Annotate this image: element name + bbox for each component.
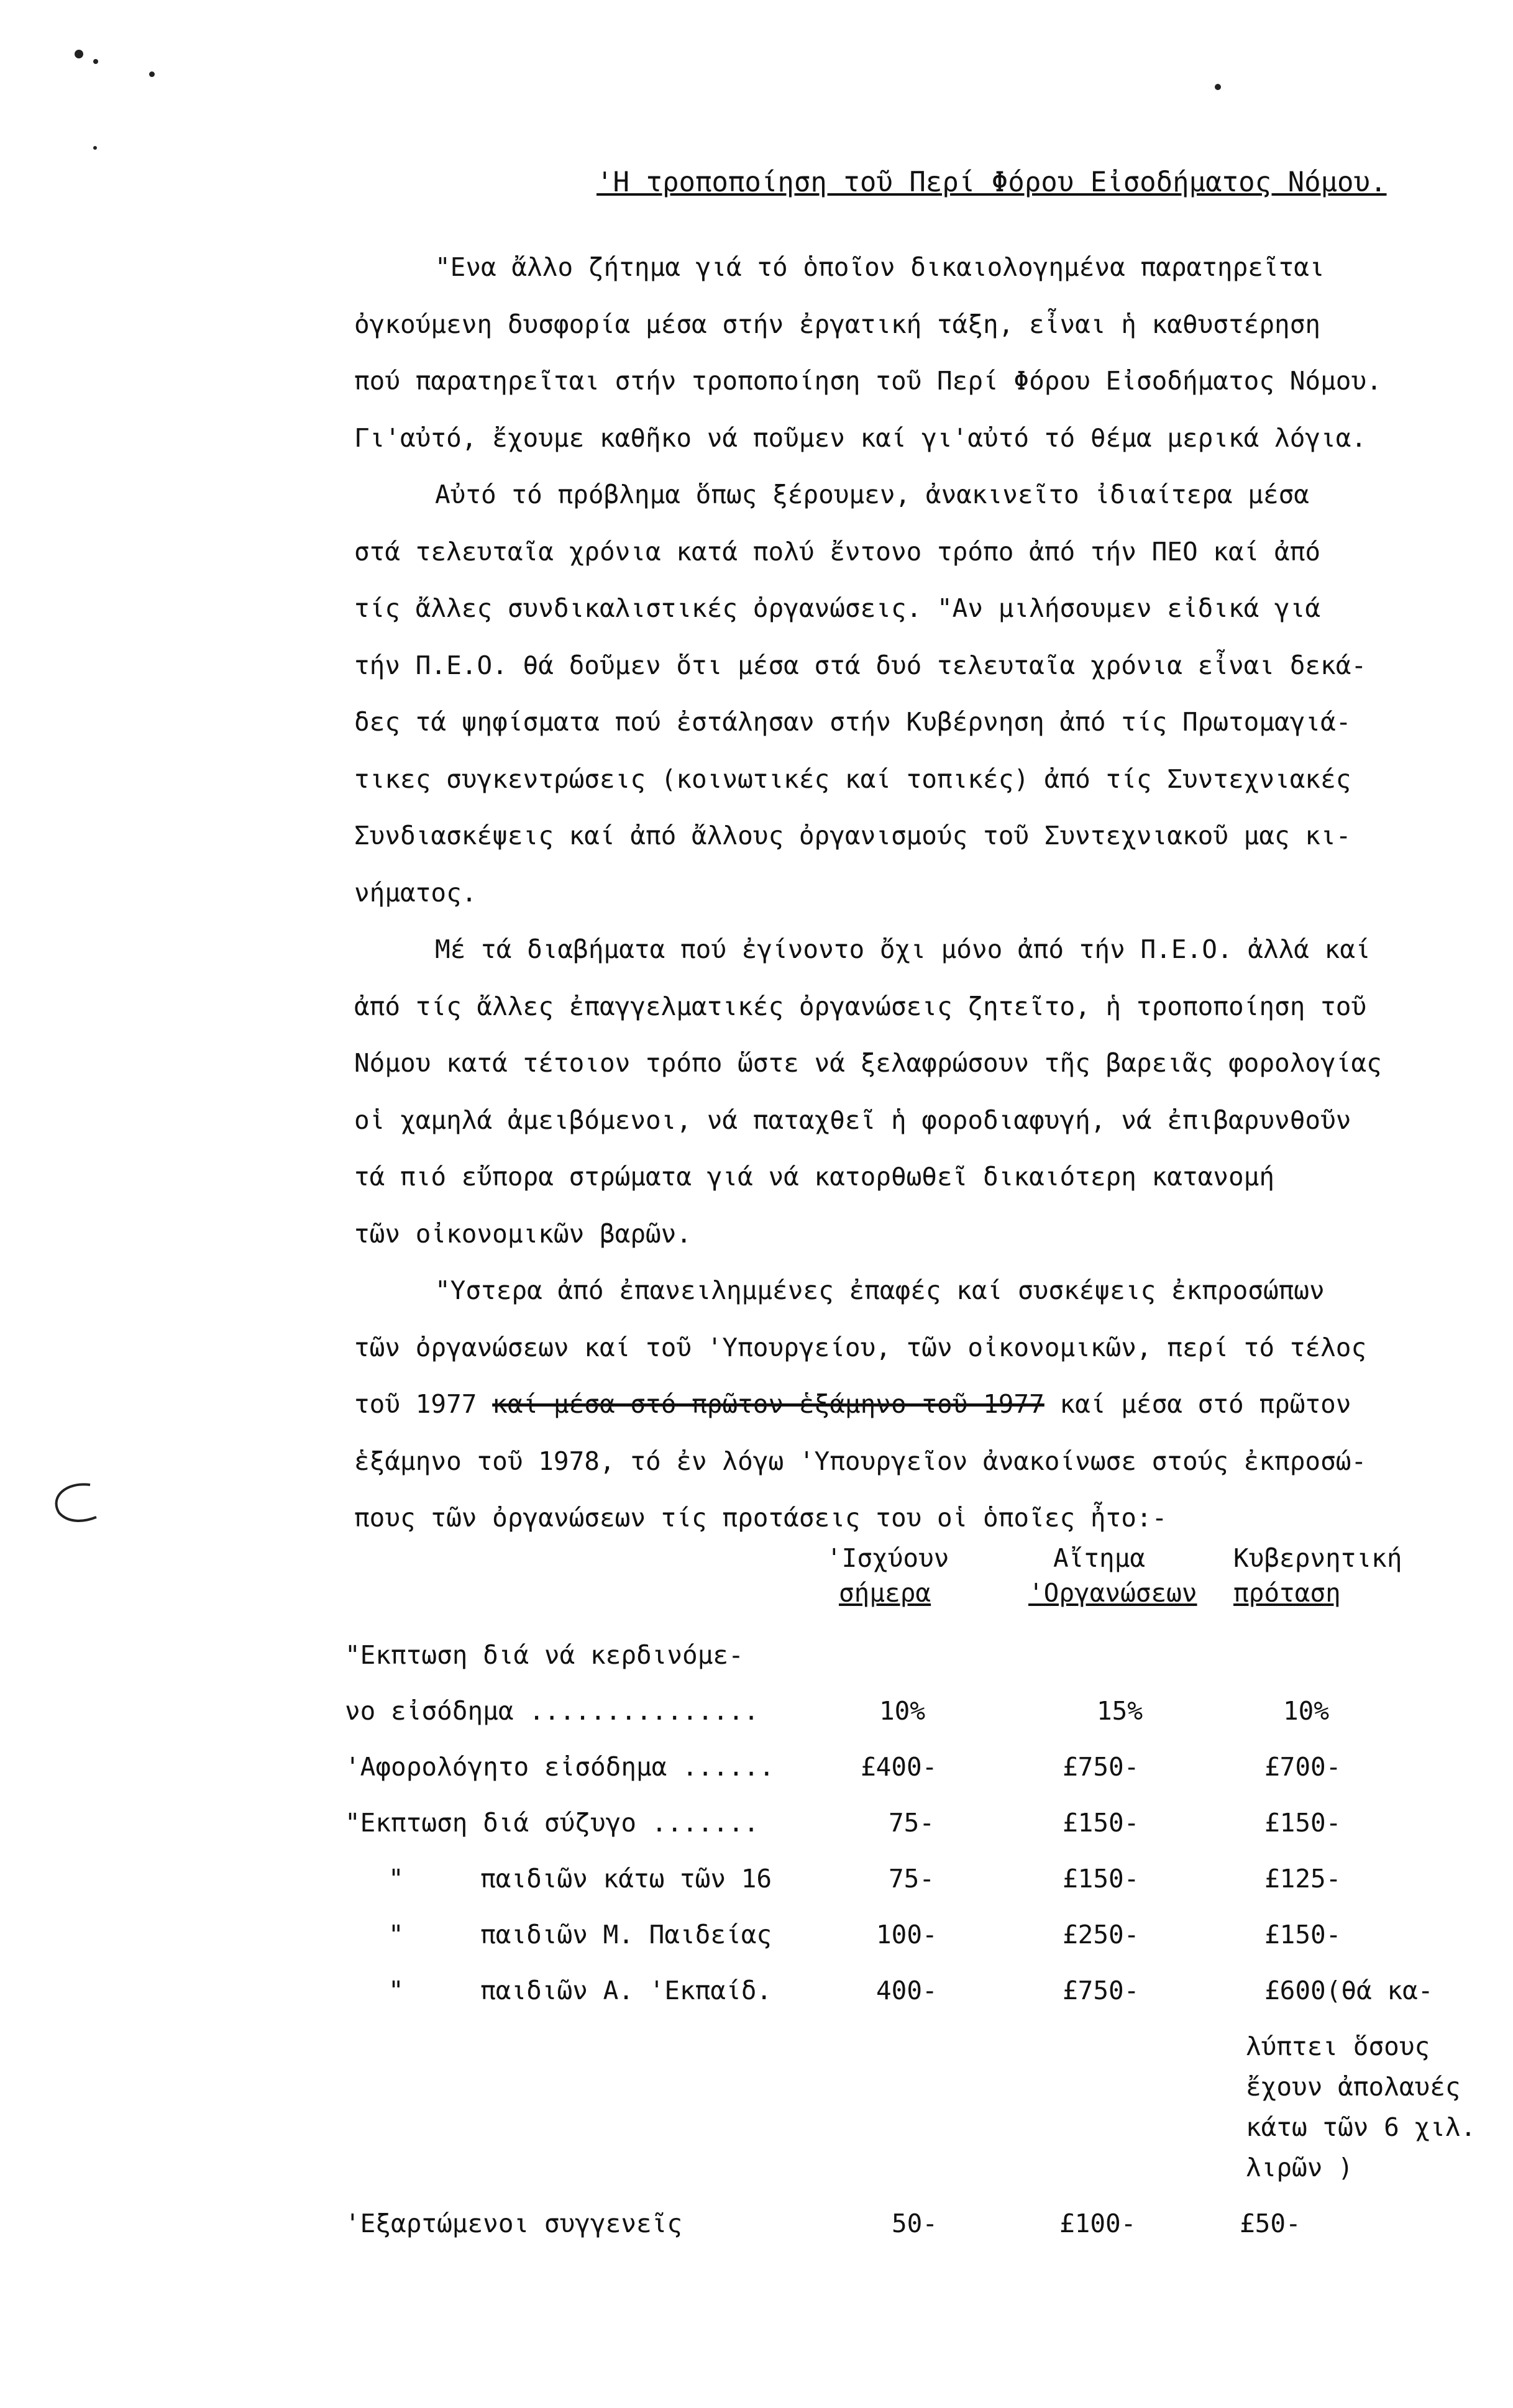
scan-speck <box>93 146 97 150</box>
table-row <box>345 1976 1463 2032</box>
value-government: £150- <box>1264 1920 1342 1950</box>
row-label: " παιδιῶν Μ. Παιδείας <box>388 1920 772 1950</box>
paragraph-line: τά πιό εὔπορα στρώματα γιά νά κατορθωθεῖ δικαιότερη κατανομή <box>354 1162 1275 1192</box>
paragraph-line: "Υστερα ἀπό ἐπανειλημμένες ἐπαφές καί συσκέψεις ἐκπροσώπων <box>435 1275 1325 1305</box>
row-label: " παιδιῶν κάτω τῶν 16 <box>388 1864 772 1894</box>
note-continuation: ἔχουν ἀπολαυές <box>1246 2072 1461 2102</box>
value-current: 100- <box>876 1920 938 1950</box>
paragraph-line: Νόμου κατά τέτοιον τρόπο ὥστε νά ξελαφρώσουν τῆς βαρειᾶς φορολογίας <box>354 1048 1382 1078</box>
value-request: £100- <box>1059 2209 1136 2238</box>
paragraph-line: Αὐτό τό πρόβλημα ὅπως ξέρουμεν, ἀνακινεῖτο ἰδιαίτερα μέσα <box>435 480 1309 509</box>
paragraph-line: "Ενα ἄλλο ζήτημα γιά τό ὁποῖον δικαιολογημένα παρατηρεῖται <box>435 252 1325 282</box>
paragraph-line: πού παρατηρεῖται στήν τροποποίηση τοῦ Περί Φόρου Εἰσοδήματος Νόμου. <box>354 366 1382 396</box>
paragraph-line: τίς ἄλλες συνδικαλιστικές ὀργανώσεις. "Αν μιλήσουμεν εἰδικά γιά <box>354 593 1321 623</box>
table-row <box>345 2209 1463 2264</box>
body-text <box>354 239 1386 1547</box>
struck-through-text: καί μέσα στό πρῶτον ἑξάμηνο τοῦ 1977 <box>492 1389 1044 1419</box>
paragraph-line: Μέ τά διαβήματα πού ἐγίνοντο ὄχι μόνο ἀπό τήν Π.Ε.Ο. ἀλλά καί <box>435 934 1371 964</box>
value-government: £700- <box>1264 1752 1342 1782</box>
paragraph-line: δες τά ψηφίσματα πού ἐστάλησαν στήν Κυβέρνηση ἀπό τίς Πρωτομαγιά- <box>354 707 1351 737</box>
struck-line <box>354 1376 1386 1433</box>
row-label: 'Εξαρτώμενοι συγγενεῖς <box>345 2209 683 2238</box>
value-request: £750- <box>1063 1976 1140 2005</box>
value-current: £400- <box>861 1752 938 1782</box>
paragraph-line: ἀπό τίς ἄλλες ἐπαγγελματικές ὀργανώσεις ζητεῖτο, ἡ τροποποίηση τοῦ <box>354 991 1367 1021</box>
table-row <box>345 1640 1463 1696</box>
table-row <box>345 1752 1463 1808</box>
value-request: £750- <box>1063 1752 1140 1782</box>
value-current: 50- <box>892 2209 938 2238</box>
row-label: " παιδιῶν Α. 'Εκπαίδ. <box>388 1976 772 2005</box>
table-row <box>345 1864 1463 1920</box>
struck-line-before: τοῦ 1977 <box>354 1389 493 1419</box>
paragraph-line: νήματος. <box>354 877 477 908</box>
document-title: 'Η τροποποίηση τοῦ Περί Φόρου Εἰσοδήματος Νόμου. <box>597 166 1387 198</box>
paragraph-line: πους τῶν ὀργανώσεων τίς προτάσεις του οἱ ὁποῖες ἦτο:- <box>354 1503 1168 1533</box>
scan-speck <box>149 71 155 77</box>
paragraph-line: ἑξάμηνο τοῦ 1978, τό ἐν λόγω 'Υπουργεῖον ἀνακοίνωσε στούς ἐκπροσώ- <box>354 1446 1367 1476</box>
value-government: £150- <box>1264 1808 1342 1838</box>
row-label: "Εκπτωση διά νά κερδινόμε- <box>345 1640 744 1670</box>
row-label: νο εἰσόδημα ............... <box>345 1696 759 1726</box>
paragraph-line: ὀγκούμενη δυσφορία μέσα στήν ἐργατική τάξη, εἶναι ἡ καθυστέρηση <box>354 309 1321 339</box>
paragraph-line: Γι'αὐτό, ἔχουμε καθῆκο νά ποῦμεν καί γι'αὐτό τό θέμα μερικά λόγια. <box>354 422 1367 453</box>
paragraph-line: τικες συγκεντρώσεις (κοινωτικές καί τοπικές) ἀπό τίς Συντεχνιακές <box>354 764 1351 794</box>
paragraph-line: στά τελευταῖα χρόνια κατά πολύ ἔντονο τρόπο ἀπό τήν ΠΕΟ καί ἀπό <box>354 536 1321 567</box>
note-continuation: λιρῶν ) <box>1246 2153 1353 2182</box>
value-current: 10% <box>879 1696 926 1726</box>
paragraph-line: τήν Π.Ε.Ο. θά δοῦμεν ὅτι μέσα στά δυό τελευταῖα χρόνια εἶναι δεκά- <box>354 650 1367 680</box>
row-label: "Εκπτωση διά σύζυγο ....... <box>345 1808 759 1838</box>
column-header-government: Κυβερνητική πρόταση <box>1233 1543 1402 1608</box>
value-request: £250- <box>1063 1920 1140 1950</box>
paragraph-line: τῶν ὀργανώσεων καί τοῦ 'Υπουργείου, τῶν οἰκονομικῶν, περί τό τέλος <box>354 1332 1367 1362</box>
scan-speck <box>1215 84 1221 90</box>
column-header-request: Αἴτημα 'Οργανώσεων <box>1028 1543 1197 1608</box>
value-current: 75- <box>889 1808 935 1838</box>
table-row <box>345 1696 1463 1752</box>
note-continuation: κάτω τῶν 6 χιλ. <box>1246 2112 1476 2142</box>
paragraph-line: τῶν οἰκονομικῶν βαρῶν. <box>354 1218 692 1249</box>
struck-line-after: καί μέσα στό πρῶτον <box>1044 1389 1351 1419</box>
value-government: £125- <box>1264 1864 1342 1894</box>
value-government: £50- <box>1240 2209 1301 2238</box>
scan-mark <box>47 1479 103 1528</box>
column-header-current: 'Ισχύουν σήμερα <box>826 1543 949 1608</box>
scan-speck <box>75 50 83 58</box>
note-continuation: λύπτει ὅσους <box>1246 2032 1430 2061</box>
scan-speck <box>93 59 98 64</box>
value-request: £150- <box>1063 1864 1140 1894</box>
table-row <box>345 1920 1463 1976</box>
table-row <box>345 1808 1463 1864</box>
value-request: £150- <box>1063 1808 1140 1838</box>
value-current: 400- <box>876 1976 938 2005</box>
paragraph-line: οἱ χαμηλά ἀμειβόμενοι, νά παταχθεῖ ἡ φοροδιαφυγή, νά ἐπιβαρυνθοῦν <box>354 1105 1351 1135</box>
value-government: £600(θά κα- <box>1264 1976 1433 2005</box>
value-request: 15% <box>1097 1696 1143 1726</box>
value-current: 75- <box>889 1864 935 1894</box>
row-label: 'Αφορολόγητο εἰσόδημα ...... <box>345 1752 775 1782</box>
paragraph-line: Συνδιασκέψεις καί ἀπό ἄλλους ὀργανισμούς τοῦ Συντεχνιακοῦ μας κι- <box>354 821 1351 851</box>
value-government: 10% <box>1283 1696 1330 1726</box>
